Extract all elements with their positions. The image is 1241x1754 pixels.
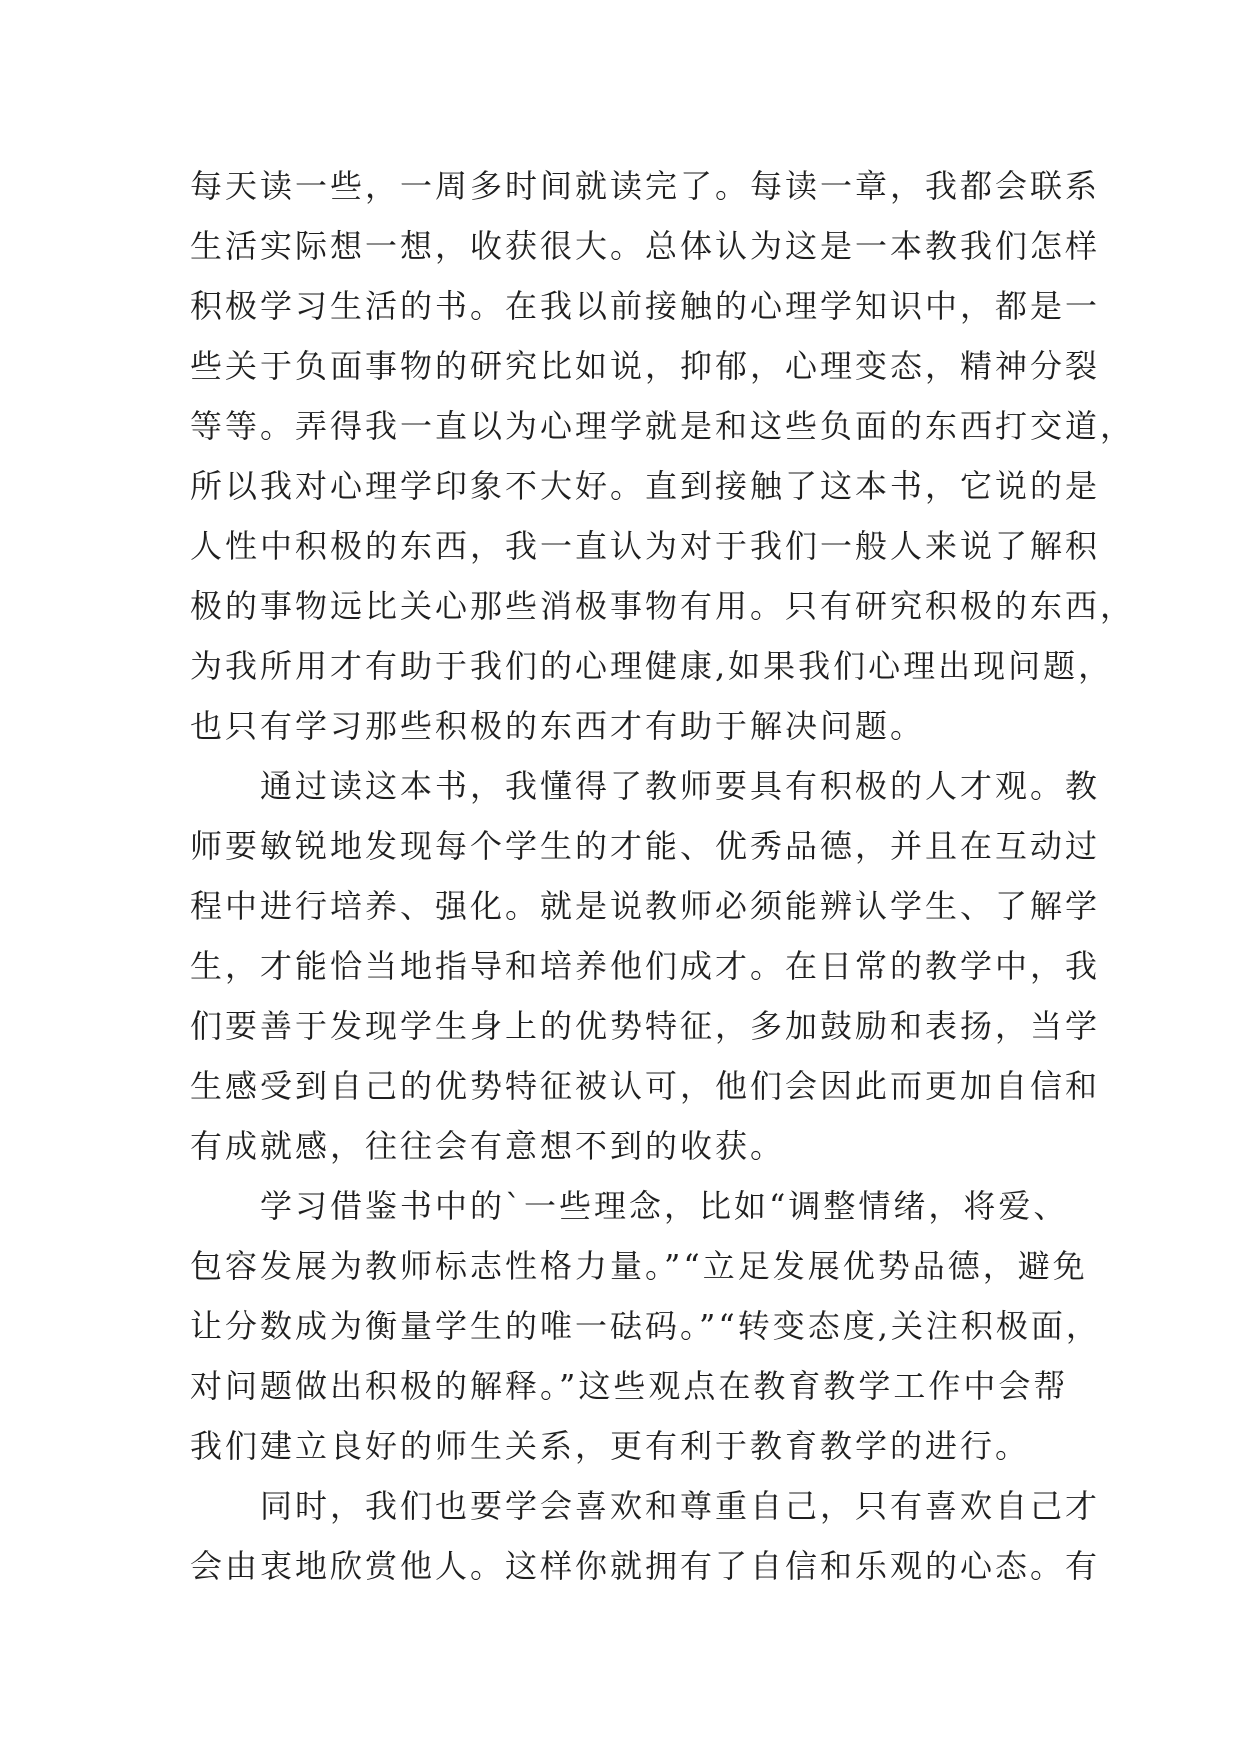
text-line: 师要敏锐地发现每个学生的才能、优秀品德，并且在互动过 xyxy=(190,827,1101,865)
body-text xyxy=(190,156,1136,1596)
text-line: 学习借鉴书中的`一些理念，比如“调整情绪，将爱、 xyxy=(190,1187,1069,1225)
text-line: 等等。弄得我一直以为心理学就是和这些负面的东西打交道， xyxy=(190,407,1136,445)
text-line: 包容发展为教师标志性格力量。”“立足发展优势品德，避免 xyxy=(190,1247,1088,1285)
text-line: 生感受到自己的优势特征被认可，他们会因此而更加自信和 xyxy=(190,1067,1101,1105)
text-line: 程中进行培养、强化。就是说教师必须能辨认学生、了解学 xyxy=(190,887,1101,925)
text-line: 生活实际想一想，收获很大。总体认为这是一本教我们怎样 xyxy=(190,227,1101,265)
text-line: 对问题做出积极的解释。”这些观点在教育教学工作中会帮 xyxy=(190,1367,1069,1405)
text-line: 人性中积极的东西，我一直认为对于我们一般人来说了解积 xyxy=(190,527,1101,565)
paragraph-1 xyxy=(190,156,1136,756)
paragraph-4 xyxy=(190,1476,1101,1596)
paragraph-3 xyxy=(190,1176,1101,1476)
text-line: 让分数成为衡量学生的唯一砝码。”“转变态度,关注积极面， xyxy=(190,1307,1101,1345)
text-line: 极的事物远比关心那些消极事物有用。只有研究积极的东西， xyxy=(190,587,1136,625)
text-line: 积极学习生活的书。在我以前接触的心理学知识中，都是一 xyxy=(190,287,1101,325)
text-line: 所以我对心理学印象不大好。直到接触了这本书，它说的是 xyxy=(190,467,1101,505)
text-line: 会由衷地欣赏他人。这样你就拥有了自信和乐观的心态。有 xyxy=(190,1547,1101,1585)
paragraph-2 xyxy=(190,756,1101,1176)
text-line: 些关于负面事物的研究比如说，抑郁，心理变态，精神分裂 xyxy=(190,347,1101,385)
text-line: 为我所用才有助于我们的心理健康,如果我们心理出现问题， xyxy=(190,647,1114,685)
text-line: 同时，我们也要学会喜欢和尊重自己，只有喜欢自己才 xyxy=(190,1487,1101,1525)
text-line: 有成就感，往往会有意想不到的收获。 xyxy=(190,1127,786,1165)
text-line: 们要善于发现学生身上的优势特征，多加鼓励和表扬，当学 xyxy=(190,1007,1101,1045)
text-line: 每天读一些，一周多时间就读完了。每读一章，我都会联系 xyxy=(190,167,1101,205)
text-line: 生，才能恰当地指导和培养他们成才。在日常的教学中，我 xyxy=(190,947,1101,985)
text-line: 我们建立良好的师生关系，更有利于教育教学的进行。 xyxy=(190,1427,1031,1465)
text-line: 也只有学习那些积极的东西才有助于解决问题。 xyxy=(190,707,926,745)
text-line: 通过读这本书，我懂得了教师要具有积极的人才观。教 xyxy=(190,767,1101,805)
